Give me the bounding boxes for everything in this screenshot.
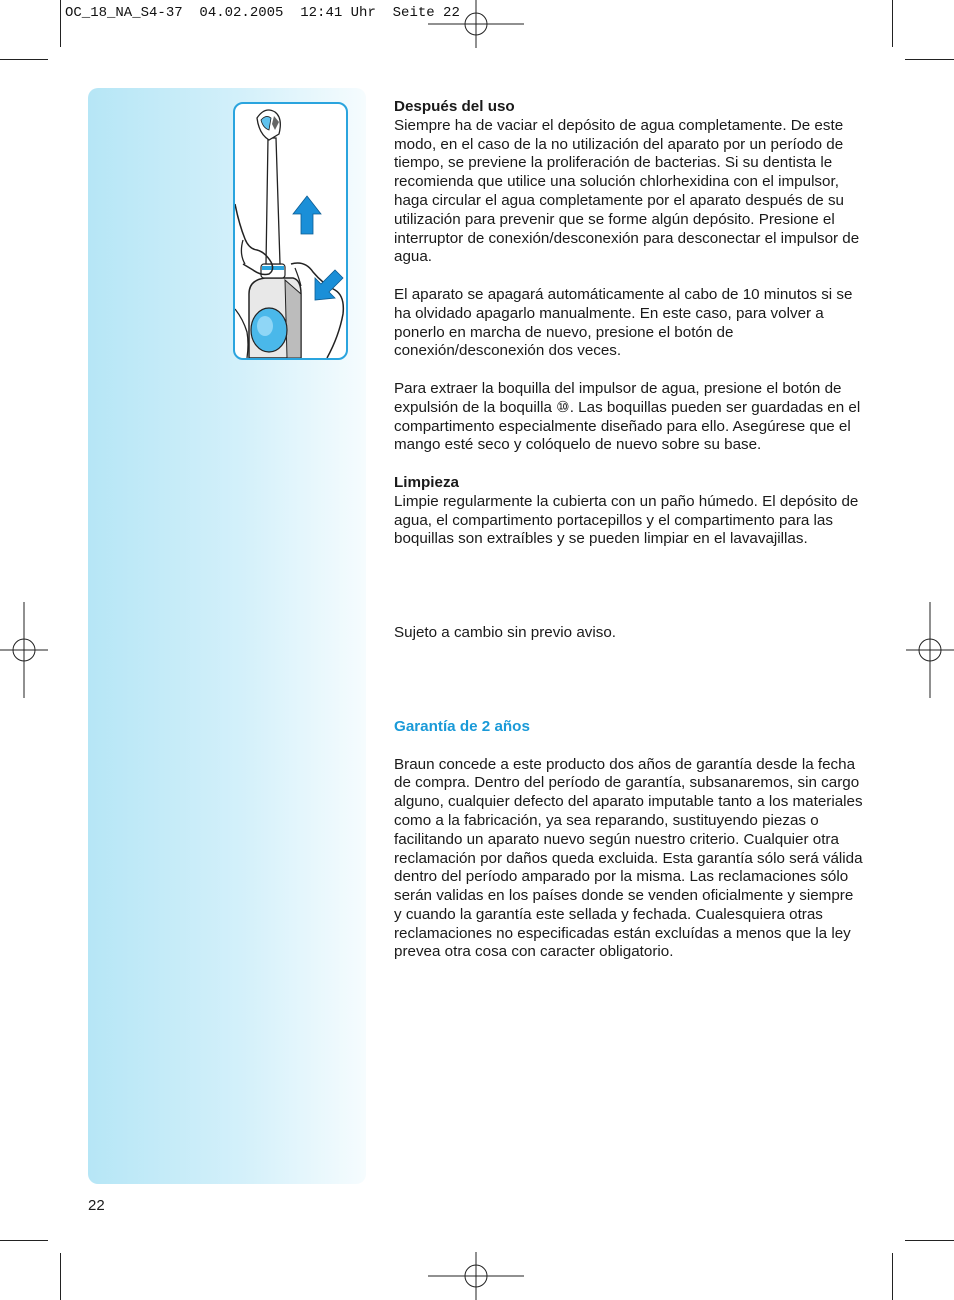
water-jet-nozzle-icon — [249, 110, 301, 358]
crop-mark — [905, 1240, 954, 1241]
press-arrow-icon — [315, 270, 343, 300]
page-number: 22 — [88, 1197, 105, 1214]
paragraph: Para extraer la boquilla del impulsor de agua, presione el botón de expulsión de la boquilla ⑩. Las boquillas pueden ser guardadas en el compartimento especialmente diseñado para ello. Asegúrese que el mango esté seco y colóquelo de nuevo sobre su base. — [394, 379, 861, 454]
warranty-text: Braun concede a este producto dos años de garantía desde la fecha de compra. Dentro del período de garantía, subsanaremos, sin cargo alguno, cualquier defecto del aparato imputable tanto a los materiales como a la fabricación, ya sea reparando, sustituyendo piezas o facilitando un aparato nuevo según nuestro criterio. Cualquier otra reclamación por daños queda excluida. Esta garantía sólo será válida dentro del período amparado por la misma. Las reclamaciones sólo serán validas en los países donde se venden oficialmente y siempre y cuando la garantía este sellada y fechada. Cualesquiera otras reclamaciones no especificadas están excluídas a menos que la ley prevea otra cosa con caracter obligatorio. — [394, 755, 863, 961]
print-header: OC_18_NA_S4-37 04.02.2005 12:41 Uhr Seite 22 — [65, 5, 460, 21]
registration-mark-icon — [428, 1252, 524, 1300]
crop-mark — [892, 0, 893, 47]
up-arrow-icon — [293, 196, 321, 234]
paragraph: Siempre ha de vaciar el depósito de agua completamente. De este modo, en el caso de la no utilización del aparato por un período de tiempo, se previene la proliferación de bacterias. Si su dentista le recomienda que utilice una solución chlorhexidina con el impulsor, haga circular el agua completamente por el aparato después de su utilización para prevenir que se forme algún depósito. Presione el interruptor de conexión/desconexión para desconectar el impulsor de agua. — [394, 116, 860, 266]
crop-mark — [60, 0, 61, 47]
registration-mark-icon — [0, 602, 48, 698]
paragraph: El aparato se apagará automáticamente al cabo de 10 minutos si se ha olvidado apagarlo manualmente. En este caso, para volver a ponerlo en marcha de nuevo, presione el botón de conexión/desconexión dos veces. — [394, 285, 853, 360]
warranty-heading: Garantía de 2 años — [394, 717, 530, 735]
main-text-column — [394, 98, 864, 962]
paragraph: Limpie regularmente la cubierta con un paño húmedo. El depósito de agua, el compartimento portacepillos y el compartimento para las boquillas son extraíbles y se pueden limpiar en el lavavajillas. — [394, 492, 859, 548]
illustration-box — [233, 102, 348, 360]
crop-mark — [892, 1253, 893, 1300]
notice-text: Sujeto a cambio sin previo aviso. — [394, 624, 617, 642]
crop-mark — [60, 1253, 61, 1300]
crop-mark — [905, 59, 954, 60]
section-heading-after-use: Después del uso — [394, 98, 515, 115]
section-heading-cleaning: Limpieza — [394, 473, 459, 491]
crop-mark — [0, 59, 48, 60]
registration-mark-icon — [906, 602, 954, 698]
crop-mark — [0, 1240, 48, 1241]
registration-mark-icon — [428, 0, 524, 48]
